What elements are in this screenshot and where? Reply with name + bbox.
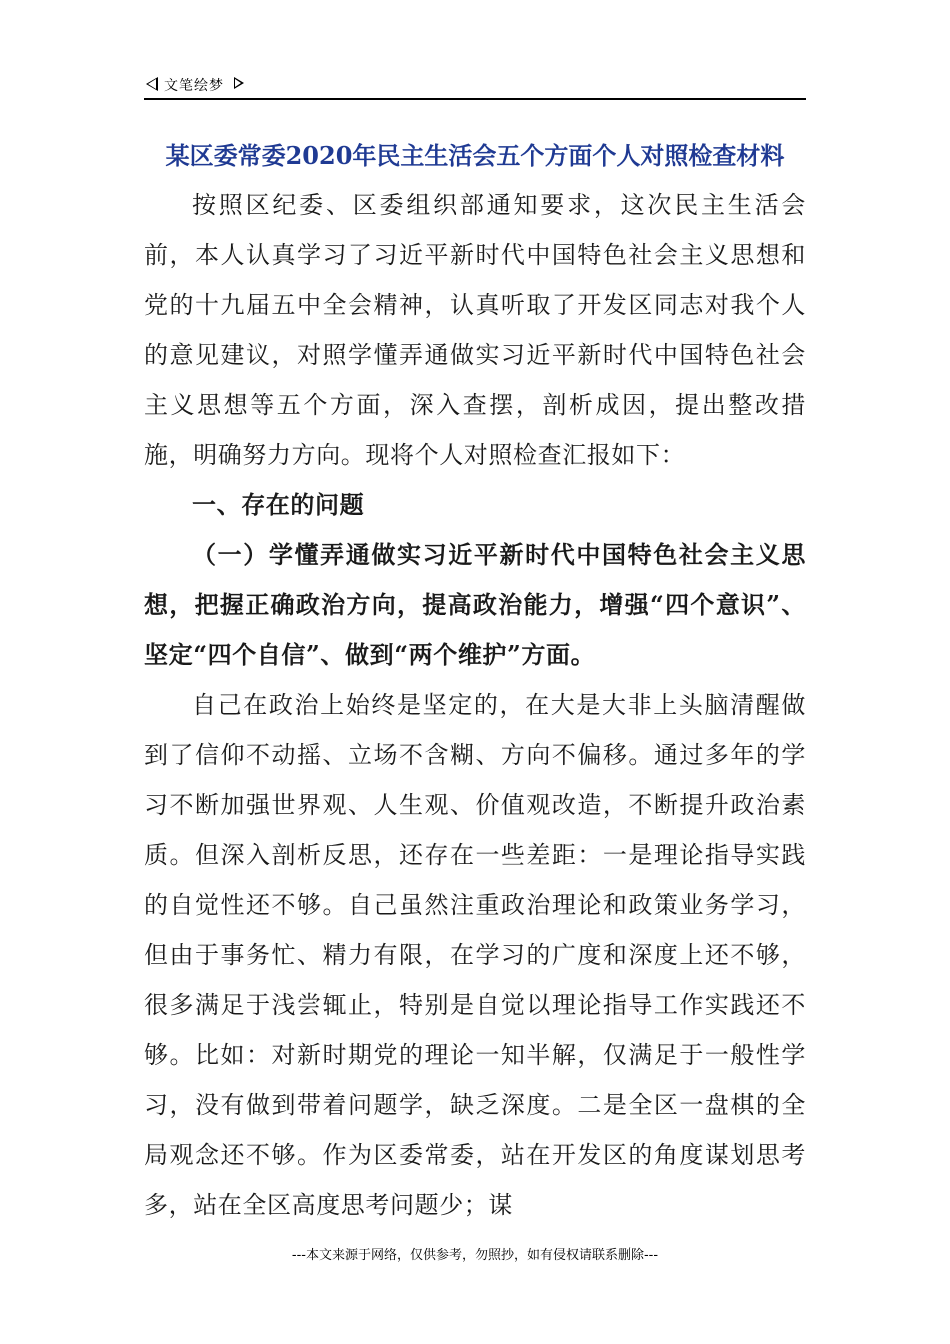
section-heading: 一、存在的问题: [192, 490, 365, 519]
header-brand: 文笔绘梦: [164, 78, 224, 94]
footer-notice: ---本文来源于网络，仅供参考，勿照抄，如有侵权请联系删除---: [291, 1248, 659, 1263]
triangle-left-icon: [146, 77, 158, 91]
document-body: [144, 180, 806, 1230]
document-title: 某区委常委2020年民主生活会五个方面个人对照检查材料: [165, 141, 785, 170]
page-header: [144, 72, 806, 100]
subsection-heading: （一）学懂弄通做实习近平新时代中国特色社会主义思想，把握正确政治方向，提高政治能力，增强“四个意识”、坚定“四个自信”、做到“两个维护”方面。: [144, 540, 806, 669]
intro-paragraph: 按照区纪委、区委组织部通知要求，这次民主生活会前，本人认真学习了习近平新时代中国特色社会主义思想和党的十九届五中全会精神，认真听取了开发区同志对我个人的意见建议，对照学懂弄通做实习近平新时代中国特色社会主义思想等五个方面，深入查摆，剖析成因，提出整改措施，明确努力方向。现将个人对照检查汇报如下：: [144, 191, 806, 469]
body-paragraph: 自己在政治上始终是坚定的，在大是大非上头脑清醒做到了信仰不动摇、立场不含糊、方向不偏移。通过多年的学习不断加强世界观、人生观、价值观改造，不断提升政治素质。但深入剖析反思，还存在一些差距：一是理论指导实践的自觉性还不够。自己虽然注重政治理论和政策业务学习，但由于事务忙、精力有限，在学习的广度和深度上还不够，很多满足于浅尝辄止，特别是自觉以理论指导工作实践还不够。比如：对新时期党的理论一知半解，仅满足于一般性学习，没有做到带着问题学，缺乏深度。二是全区一盘棋的全局观念还不够。作为区委常委，站在开发区的角度谋划思考多，站在全区高度思考问题少；谋: [144, 691, 806, 1219]
triangle-right-icon: [234, 77, 244, 89]
